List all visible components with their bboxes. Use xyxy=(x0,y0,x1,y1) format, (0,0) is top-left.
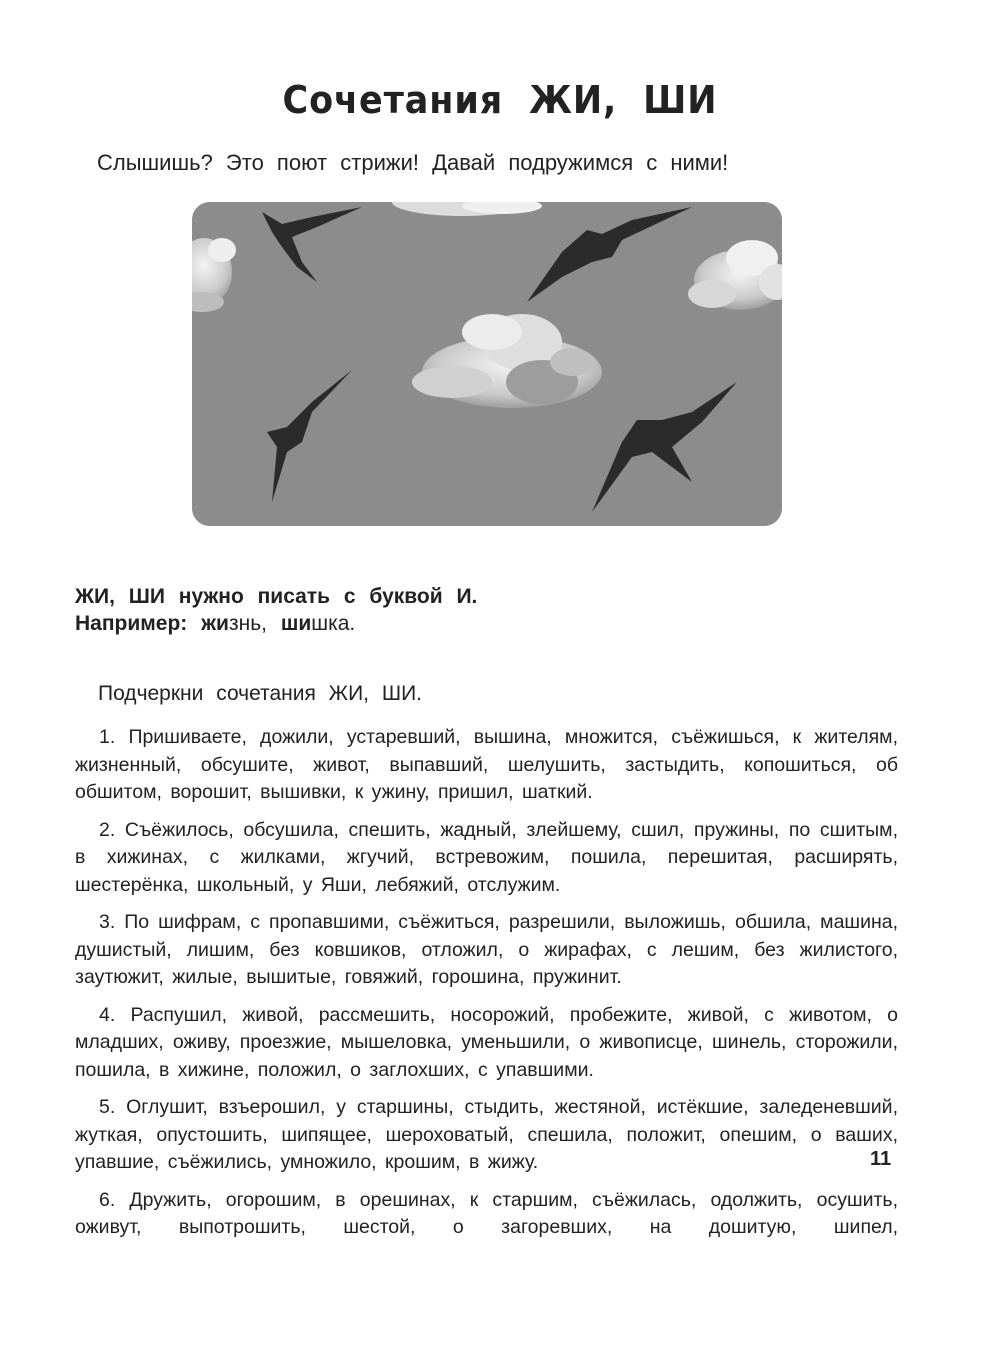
rule-box xyxy=(75,583,477,637)
example-word2-bold: ши xyxy=(280,612,312,635)
sky-picture xyxy=(192,202,782,526)
exercise-item: 6. Дружить, огорошим, в орешинах, к старшим, съёжилась, одолжить, осушить, оживут, выпотрошить, шестой, о загоревших, на дошитую, шипел, xyxy=(75,1188,898,1238)
page-title: Сочетания ЖИ, ШИ xyxy=(282,78,718,122)
example-label: Например: xyxy=(75,612,188,635)
example-word2-rest: шка. xyxy=(311,612,356,635)
exercise-item: 4. Распушил, живой, рассмешить, носорожий, пробежите, живой, с животом, о младших, оживу, проезжие, мышеловка, уменьшили, о живописце, шинель, сторожили, пошила, в хижине, положил, о заглохших, с упавшими. xyxy=(75,1003,898,1081)
task-instruction: Подчеркни сочетания ЖИ, ШИ. xyxy=(98,682,423,705)
example-word1-rest: знь, xyxy=(228,612,267,635)
intro-text: Слышишь? Это поют стрижи! Давай подружимся с ними! xyxy=(97,150,729,175)
exercise-list xyxy=(75,724,898,1252)
exercise-item: 3. По шифрам, с пропавшими, съёжиться, разрешили, выложишь, обшила, машина, душистый, лишим, без ковшиков, отложил, о жирафах, с лешим, без жилистого, заутюжит, жилые, вышитые, говяжий, горошина, пружинит. xyxy=(75,911,898,988)
rule-example xyxy=(75,610,477,637)
exercise-item: 5. Оглушит, взъерошил, у старшины, стыдить, жестяной, истёкшие, заледеневший, жуткая, опустошить, шипящее, шероховатый, спешила, положит, опешим, о ваших, упавшие, съёжились, умножило, крошим, в жижу. xyxy=(75,1096,898,1173)
example-word1-bold: жи xyxy=(201,612,229,635)
page-number: 11 xyxy=(870,1148,892,1170)
exercise-item: 2. Съёжилось, обсушила, спешить, жадный, злейшему, сшил, пружины, по сшитым, в хижинах, с жилками, жгучий, встревожим, пошила, перешитая, расширять, шестерёнка, школьный, у Яши, лебяжий, отслужим. xyxy=(75,818,898,896)
exercise-item: 1. Пришиваете, дожили, устаревший, вышина, множится, съёжишься, к жителям, жизненный, обсушите, живот, выпавший, шелушить, застыдить, копошиться, об обшитом, ворошит, вышивки, к ужину, пришил, шаткий. xyxy=(75,726,898,803)
swifts-illustration xyxy=(192,202,782,526)
rule-text: ЖИ, ШИ нужно писать с буквой И. xyxy=(75,585,478,608)
